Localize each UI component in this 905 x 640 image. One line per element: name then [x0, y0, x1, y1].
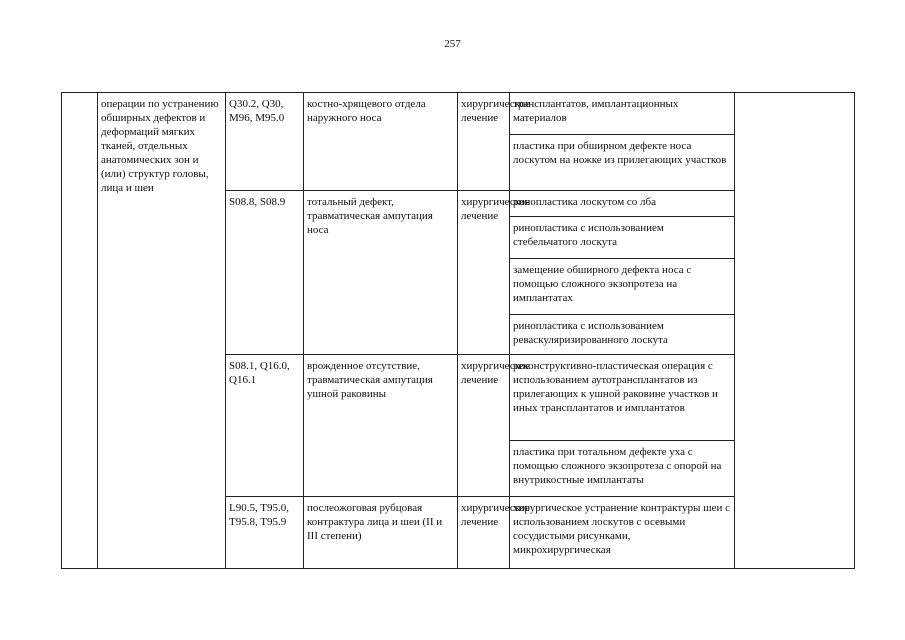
treatment-method-cell: реконструктивно-пластическая операция с использованием аутотрансплантатов из прилегающих к ушной раковине участков и иных трансплантатов и имплантатов — [510, 355, 735, 441]
diagnosis-codes-cell: S08.8, S08.9 — [226, 191, 304, 355]
treatment-type-cell: хирургическое лечение — [458, 191, 510, 355]
standard-cost-cell — [735, 93, 855, 569]
treatment-method-cell: трансплантатов, имплантационных материалов — [510, 93, 735, 135]
patient-model-cell: костно-хрящевого отдела наружного носа — [304, 93, 458, 191]
patient-model-cell: тотальный дефект, травматическая ампутация носа — [304, 191, 458, 355]
treatment-method-cell: пластика при обширном дефекте носа лоскутом на ножке из прилегающих участков — [510, 135, 735, 191]
treatment-type-cell: хирургическое лечение — [458, 93, 510, 191]
treatment-method-cell: ринопластика с использованием стебельчатого лоскута — [510, 217, 735, 259]
treatment-method-cell: пластика при тотальном дефекте уха с помощью сложного экзопротеза с опорой на внутрикостные имплантаты — [510, 441, 735, 497]
treatment-method-cell: хирургическое устранение контрактуры шеи с использованием лоскутов с осевыми сосудистыми рисунками, микрохирургическая — [510, 497, 735, 569]
medical-care-table — [61, 92, 855, 569]
diagnosis-codes-cell: Q30.2, Q30, M96, M95.0 — [226, 93, 304, 191]
treatment-type-cell: хирургическое лечение — [458, 497, 510, 569]
page-number: 257 — [444, 38, 461, 50]
patient-model-cell: врожденное отсутствие, травматическая ампутация ушной раковины — [304, 355, 458, 497]
treatment-method-cell: ринопластика с использованием реваскуляризированного лоскута — [510, 315, 735, 355]
treatment-method-cell: замещение обширного дефекта носа с помощью сложного экзопротеза на имплантатах — [510, 259, 735, 315]
treatment-type-cell: хирургическое лечение — [458, 355, 510, 497]
diagnosis-codes-cell: S08.1, Q16.0, Q16.1 — [226, 355, 304, 497]
row-number-cell — [62, 93, 98, 569]
diagnosis-codes-cell: L90.5, T95.0, T95.8, T95.9 — [226, 497, 304, 569]
patient-model-cell: послеожоговая рубцовая контрактура лица и шеи (II и III степени) — [304, 497, 458, 569]
treatment-method-cell: ринопластика лоскутом со лба — [510, 191, 735, 217]
operation-group-cell: операции по устранению обширных дефектов и деформаций мягких тканей, отдельных анатомических зон и (или) структур головы, лица и шеи — [98, 93, 226, 569]
